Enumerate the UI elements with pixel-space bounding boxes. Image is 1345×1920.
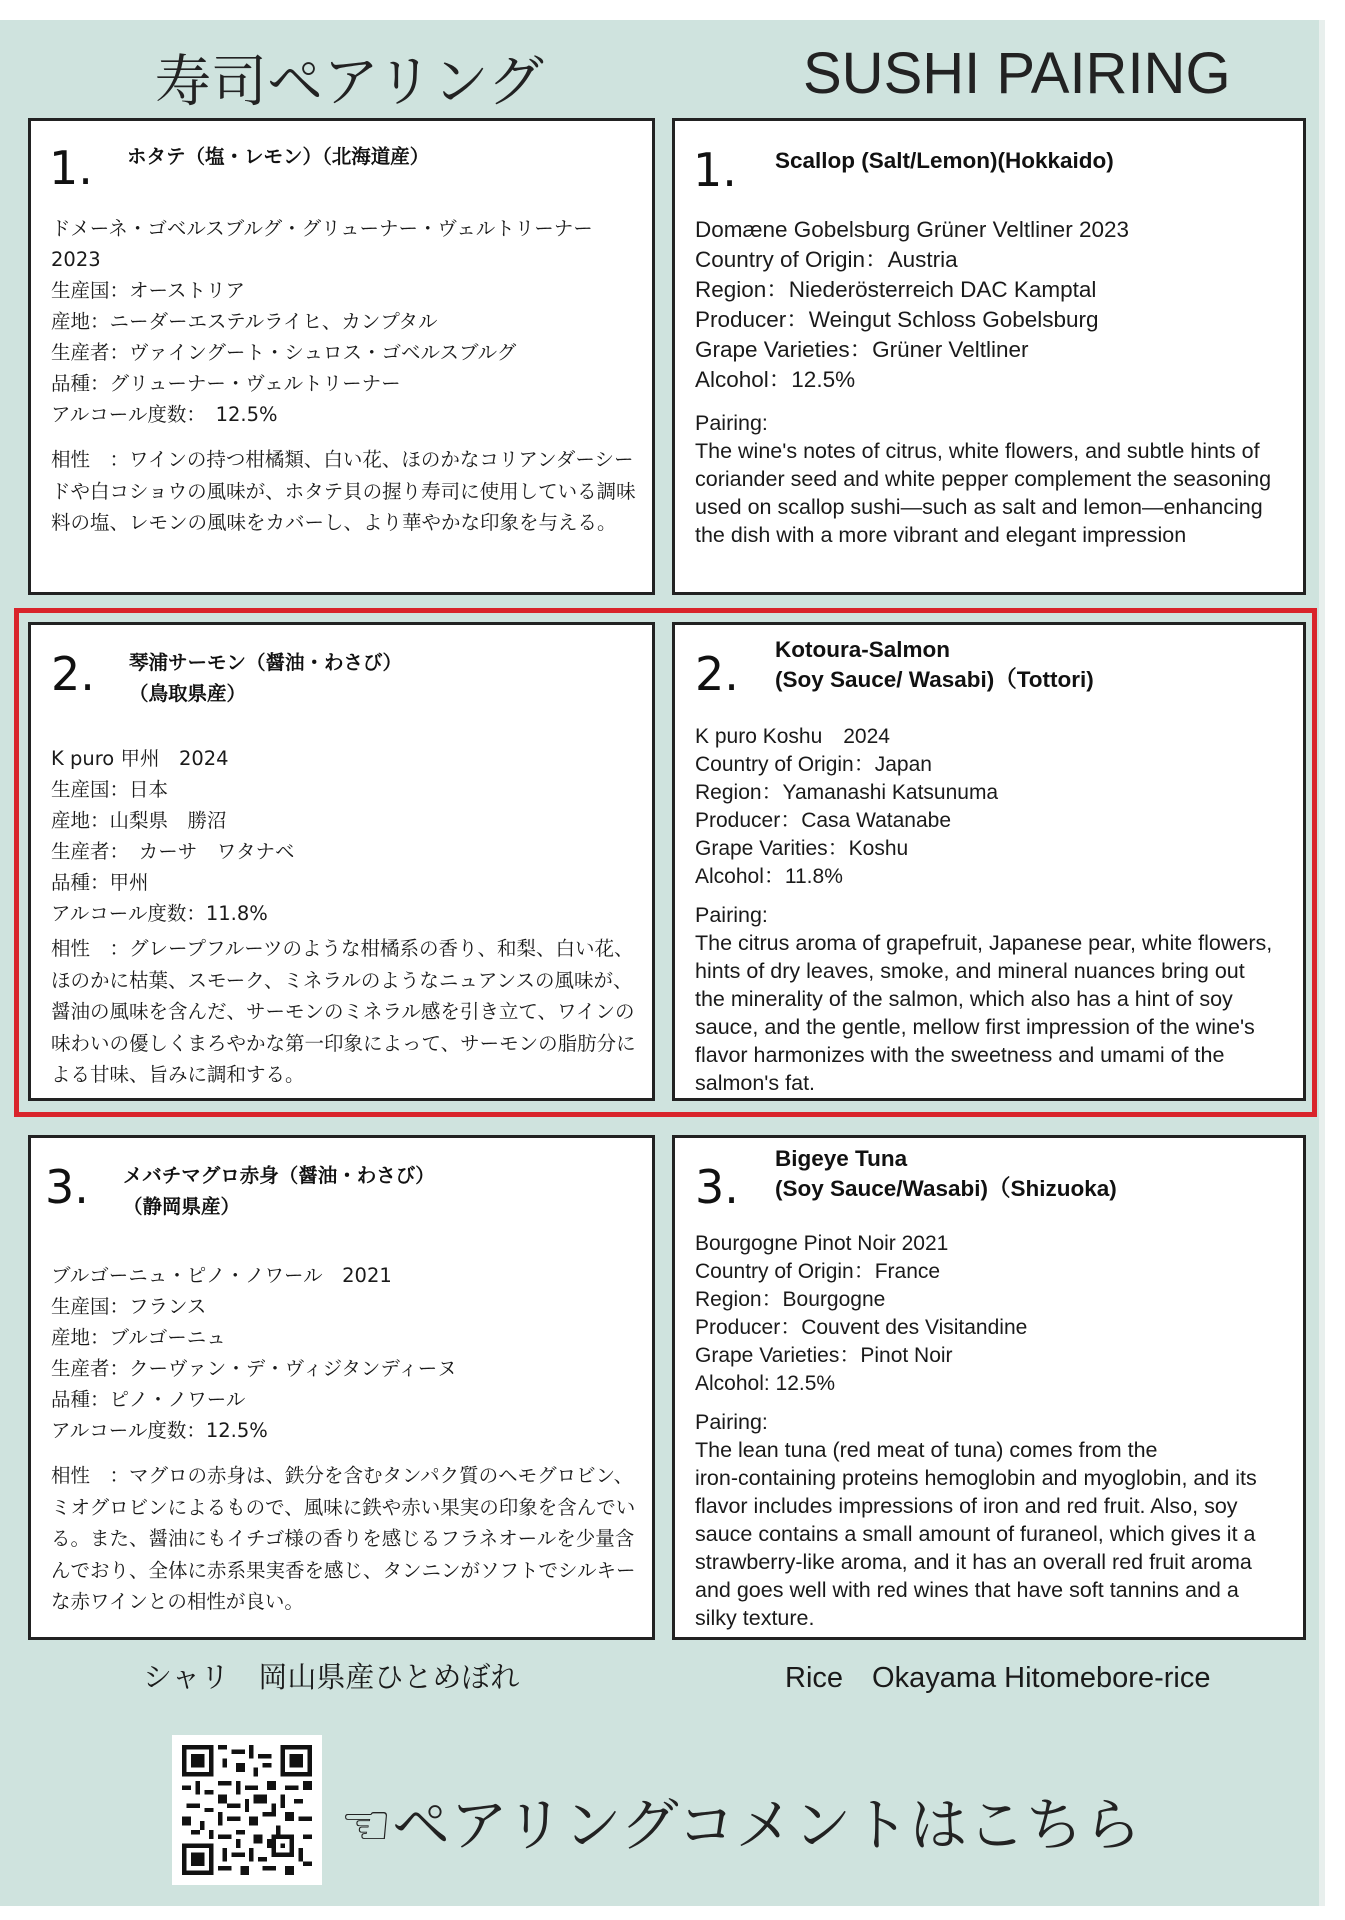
item-number: 2. <box>695 647 739 701</box>
item-heading: Bigeye Tuna (Soy Sauce/Wasabi)（Shizuoka) <box>775 1146 1117 1201</box>
wine-details: ブルゴーニュ・ピノ・ノワール 2021 生産国：フランス 産地：ブルゴーニュ 生産者：クーヴァン・デ・ヴィジタンディーヌ 品種：ピノ・ノワール アルコール度数：12.5% 相性 ：マグロの赤身は、鉄分を含むタンパク質のヘモグロビン、ミオグロビンによるもので、風味に鉄や赤い果実の印象を含んでいる。また、醤油にもイチゴ様の香りを感じるフラネオールを少量含んでおり、全体に赤系果実香を感じ、タンニンがソフトでシルキーな赤ワインとの相性が良い。 <box>51 1260 642 1618</box>
item-heading: 琴浦サーモン（醤油・わさび） （鳥取県産） <box>129 651 403 705</box>
pairing-label: Pairing: <box>695 1410 768 1434</box>
pairing-comments-link[interactable]: ☜ペアリングコメントはこちら <box>340 1791 1142 1859</box>
wine-details: ドメーネ・ゴベルスブルグ・グリューナー・ヴェルトリーナー 2023 生産国：オーストリア 産地：ニーダーエステルライヒ、カンプタル 生産者：ヴァイングート・シュロス・ゴベルスブルグ 品種：グリューナー・ヴェルトリーナー アルコール度数： 12.5% 相性 ：ワインの持つ柑橘類、白い花、ほのかなコリアンダーシードや白コショウの風味が、ホタテ貝の握り寿司に使用している調味料の塩、レモンの風味をカバーし、より華やかな印象を与える。 <box>51 213 642 539</box>
title-japanese: 寿司ペアリング <box>155 50 544 115</box>
item-number: 1. <box>693 143 737 197</box>
item-heading: Kotoura-Salmon (Soy Sauce/ Wasabi)（Tottori) <box>775 637 1094 692</box>
item-number: 2. <box>51 647 95 701</box>
card-tuna-en <box>672 1135 1306 1640</box>
pairing-label: Pairing: <box>695 411 768 435</box>
pairing-label: Pairing: <box>695 903 768 927</box>
wine-details: K puro 甲州 2024 生産国：日本 産地：山梨県 勝沼 生産者： カーサ ワタナベ 品種：甲州 アルコール度数：11.8% 相性 ：グレープフルーツのような柑橘系の香り、和梨、白い花、ほのかに枯葉、スモーク、ミネラルのようなニュアンスの風味が、醤油の風味を含んだ、サーモンのミネラル感を引き立て、ワインの味わいの優しくまろやかな第一印象によって、サーモンの脂肪分による甘味、旨みに調和する。 <box>51 743 642 1091</box>
card-tuna-jp <box>28 1135 655 1640</box>
wine-details: Bourgogne Pinot Noir 2021 Country of Origin：France Region：Bourgogne Producer：Couvent des Visitandine Grape Varieties：Pinot Noir Alcohol: 12.5% Pairing: The lean tuna (red meat of tuna) comes from the iron-containing proteins hemoglobin and myoglobin, and its flavor includes impressions of iron and red fruit. Also, soy sauce contains a small amount of furaneol, which gives it a strawberry-like aroma, and it has an overall red fruit aroma and goes well with red wines that have soft tannins and a silky texture. <box>695 1230 1293 1632</box>
rice-note-jp: シャリ 岡山県産ひとめぼれ <box>143 1660 520 1694</box>
pairing-note: 相性 ：マグロの赤身は、鉄分を含むタンパク質のヘモグロビン、ミオグロビンによるもので、風味に鉄や赤い果実の印象を含んでいる。また、醤油にもイチゴ様の香りを感じるフラネオールを少量含んでおり、全体に赤系果実香を感じ、タンニンがソフトでシルキーな赤ワインとの相性が良い。 <box>51 1464 636 1613</box>
item-number: 1. <box>49 141 93 195</box>
item-heading: メバチマグロ赤身（醤油・わさび） （静岡県産） <box>123 1164 435 1218</box>
card-scallop-en <box>672 118 1306 595</box>
highlight-frame <box>14 608 1317 1117</box>
rice-note-en: Rice Okayama Hitomebore-rice <box>785 1662 1211 1694</box>
title-english: SUSHI PAIRING <box>803 41 1231 106</box>
wine-details: Domæne Gobelsburg Grüner Veltliner 2023 Country of Origin：Austria Region：Niederösterreich DAC Kamptal Producer：Weingut Schloss Gobelsburg Grape Varieties：Grüner Veltliner Alcohol：12.5% Pairing: The wine's notes of citrus, white flowers, and subtle hints of coriander seed and white pepper complement the seasoning used on scallop sushi—such as salt and lemon—enhancing the dish with a more vibrant and elegant impression <box>695 215 1293 549</box>
qr-code-icon[interactable] <box>172 1735 322 1885</box>
pairing-note: 相性 ：ワインの持つ柑橘類、白い花、ほのかなコリアンダーシードや白コショウの風味が、ホタテ貝の握り寿司に使用している調味料の塩、レモンの風味をカバーし、より華やかな印象を与える。 <box>51 448 636 534</box>
item-number: 3. <box>695 1160 739 1214</box>
item-heading: ホタテ（塩・レモン）（北海道産） <box>127 145 430 168</box>
item-heading: Scallop (Salt/Lemon)(Hokkaido) <box>775 148 1114 173</box>
item-number: 3. <box>45 1160 89 1214</box>
pairing-note: 相性 ：グレープフルーツのような柑橘系の香り、和梨、白い花、ほのかに枯葉、スモーク、ミネラルのようなニュアンスの風味が、醤油の風味を含んだ、サーモンのミネラル感を引き立て、ワインの味わいの優しくまろやかな第一印象によって、サーモンの脂肪分による甘味、旨みに調和する。 <box>51 937 636 1086</box>
card-scallop-jp <box>28 118 655 595</box>
wine-details: K puro Koshu 2024 Country of Origin：Japan Region：Yamanashi Katsunuma Producer：Casa Watanabe Grape Varities：Koshu Alcohol：11.8% Pairing: The citrus aroma of grapefruit, Japanese pear, white flowers, hints of dry leaves, smoke, and mineral nuances bring out the minerality of the salmon, which also has a hint of soy sauce, and the gentle, mellow first impression of the wine's flavor harmonizes with the sweetness and umami of the salmon's fat. <box>695 723 1293 1097</box>
